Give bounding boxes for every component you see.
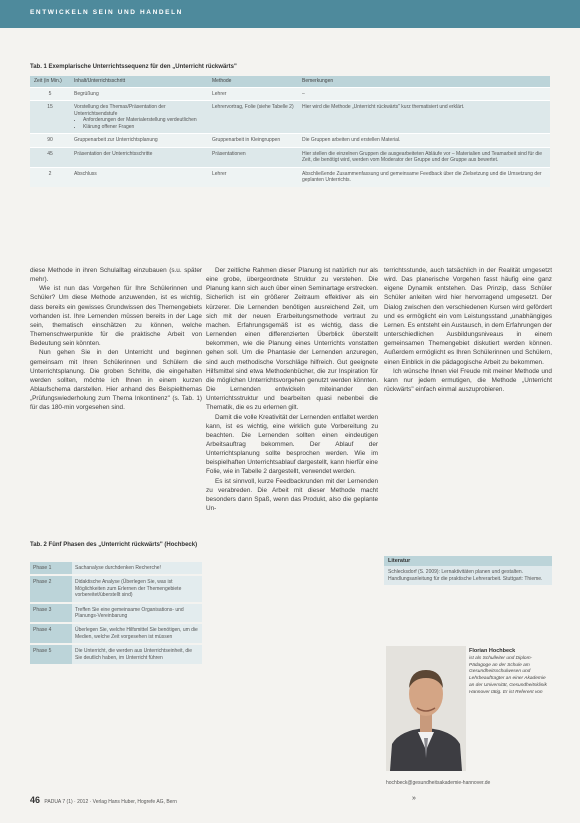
section-header-bar <box>0 0 580 28</box>
table-row <box>30 562 202 575</box>
continuation-mark: » <box>412 795 416 802</box>
body-column-2 <box>206 266 378 513</box>
table1-method: Lehrer <box>208 167 298 187</box>
table1-notes: Hier stellen die einzelnen Gruppen die ausgearbeiteten Abläufe vor – Materialien und Teamarbeit sind für die Zeit, die benötigt wird, werden vom Moderator der Gruppe und der Gruppe aus bewertet. <box>298 147 550 167</box>
author-bio: ist als Schulleiter und Diplom-Pädagoge an der Schule am Gesundheitsschulwesen und Lehrbeauftragter an einer Akademie an der Universität, Gesundheitsklinik Hannover tätig. Er ist Referent von <box>469 655 547 695</box>
table1-method: Lehrervortrag, Folie (siehe Tabelle 2) <box>208 101 298 134</box>
table1-content: Vorstellung des Themas/Präsentation der Unterrichtsendstufe <box>74 104 166 117</box>
table1-method: Präsentationen <box>208 147 298 167</box>
table-row <box>30 623 202 644</box>
table-row <box>30 134 550 148</box>
phase-text: Überlegen Sie, welche Hilfsmittel Sie benötigen, um die Medien, welche Zeit vorgesehen ist müssen <box>72 623 202 644</box>
table1-caption: Tab. 1 Exemplarische Unterrichtssequenz für den „Unterricht rückwärts" <box>30 64 237 70</box>
literature-heading: Literatur <box>384 556 552 566</box>
body-paragraph: Der zeitliche Rahmen dieser Planung ist natürlich nur als eine grobe, übergeordnete Struktur zu verstehen. Die Planung kann sich auch über einen Seminartage erstrecken. Sicherlich ist ein größerer Zeitraum effektiver als ein kürzerer. Die Lernenden benötigen ausreichend Zeit, um sich mit der neuen Erarbeitungsmethode vertraut zu machen. Erfahrungsgemäß ist es wichtig, dass die Lernenden einen differenzierten Überblick überstellt bekommen, wie die Planung eines Unterrichts vonstatten gehen soll. Um die Phantasie der Lernenden anzuregen, sind auch methodische Vorschläge hilfreich. Gut geeignete Hilfsmittel sind etwa Methodenbücher, die zur Inspiration für die möglichen Unterrichtsvorgehen genutzt werden könnten. Die Lernenden entwickeln miteinander den Unterrichtsstruktur und bearbeiten quasi nebenbei die Thematik, die es zu erlernen gilt. <box>206 267 378 412</box>
table1-bullet-list <box>74 117 204 130</box>
section-header-label: ENTWICKELN SEIN UND HANDELN <box>30 9 183 16</box>
table1-time: 90 <box>30 134 70 148</box>
table1-content: Begrüßung <box>70 87 208 101</box>
phase-text: Treffen Sie eine gemeinsame Organisations- und Planungs-Vereinbarung <box>72 603 202 624</box>
table1-notes: Die Gruppen arbeiten und erstellen Material. <box>298 134 550 148</box>
table1-notes: Hier wird die Methode „Unterricht rückwärts" kurz thematisiert und erklärt. <box>298 101 550 134</box>
table1-content-cell <box>70 101 208 134</box>
footer-text: PADUA 7 (1) · 2012 · Verlag Hans Huber, Hogrefe AG, Bern <box>44 799 177 805</box>
table-row <box>30 603 202 624</box>
phase-text: Didaktische Analyse (Überlegen Sie, was ist Möglichkeiten zum Erlernen der Themengebiete vorbereitet/überstellt sind) <box>72 575 202 602</box>
table1-content: Gruppenarbeit zur Unterrichtsplanung <box>70 134 208 148</box>
phase-label: Phase 2 <box>30 575 72 602</box>
table1-method: Lehrer <box>208 87 298 101</box>
table2-caption: Tab. 2 Fünf Phasen des „Unterricht rückwärts" (Hochbeck) <box>30 542 198 548</box>
table1-content: Abschluss <box>70 167 208 187</box>
phase-label: Phase 1 <box>30 562 72 575</box>
body-paragraph: diese Methode in ihren Schulalltag einzubauen (s.u. später mehr). <box>30 267 202 284</box>
body-paragraph: terrichtsstunde, auch tatsächlich in der Realität umgesetzt wird. Das planerische Vorgehen fasst häufig eine ganz eigene Dynamik entstehen. Das Prinzip, dass Schüler Schüler anleiten wird hier hervorragend umgesetzt. Der Dialog zwischen den verschiedenen Kursen wird gefördert und es ermöglicht ein vom Leistungsstand „unabhängiges Lernen. Es entsteht ein Austausch, in dem Erfahrungen der unterschiedlichen Ausbildungsniveaus in einem gemeinsamen Themengebiet diskutiert werden können. Außerdem ermöglicht es Ihren Schülerinnen und Schülern, einen Einblick in die pädagogische Arbeit zu bekommen. <box>384 267 552 366</box>
author-name: Florian Hochbeck <box>469 648 516 654</box>
table1-header-method: Methode <box>208 76 298 87</box>
body-paragraph: Es ist sinnvoll, kurze Feedbackrunden mit der Lernenden zu verabreden. Die Arbeit mit dieser Methode macht besonders dann Spaß, wenn das Produkt, also die geplante Un- <box>206 477 378 513</box>
literature-text: Schlecksdorf (S. 2009): Lernaktivitäten planen und gestalten. Handlungsanleitung für die praktische Lehrerarbeit. Stuttgart: Thieme. <box>388 569 543 582</box>
table-row <box>30 147 550 167</box>
page-number: 46 <box>30 795 41 805</box>
table1-time: 45 <box>30 147 70 167</box>
table1-header-notes: Bemerkungen <box>298 76 550 87</box>
lesson-sequence-table <box>30 76 550 187</box>
phase-label: Phase 4 <box>30 623 72 644</box>
list-item: • Klärung offener Fragen <box>83 124 204 131</box>
phase-text: Die Unterricht, die werden aus Unterrichtseinheit, die Sie deutlich haben, im Unterricht führen <box>72 644 202 665</box>
phase-label: Phase 3 <box>30 603 72 624</box>
table1-notes: – <box>298 87 550 101</box>
body-column-1 <box>30 266 202 413</box>
table-row <box>30 101 550 134</box>
list-item: • Anforderungen der Materialerstellung verdeutlichen <box>83 117 204 124</box>
author-email: hochbeck@gesundheitsakademie-hannover.de <box>386 780 491 786</box>
phase-label: Phase 5 <box>30 644 72 665</box>
author-photo <box>386 646 466 771</box>
body-paragraph: Ich wünsche Ihnen viel Freude mit meiner Methode und kann nur jedem ermutigen, die Methode „Unterricht rückwärts" einfach einmal auszuprobieren. <box>384 367 552 394</box>
table1-time: 5 <box>30 87 70 101</box>
author-portrait-image <box>386 646 466 771</box>
table1-time: 15 <box>30 101 70 134</box>
body-paragraph: Nun gehen Sie in den Unterricht und beginnen gemeinsam mit Ihren Schülerinnen und Schülern die Unterrichtsplanung. Die groben Schritte, die eingehalten werden sollten, möchte ich Ihnen in einem kurzen Ablaufschema darstellen. Hier anhand des Beispielthemas „Prüfungswiederholung zum Thema Inkontinenz" (s. Tab. 1) für das 180-min vorgesehen sind. <box>30 349 202 412</box>
body-column-3 <box>384 266 552 394</box>
table-row <box>30 167 550 187</box>
table1-header-content: Inhalt/Unterrichtsschritt <box>70 76 208 87</box>
body-paragraph: Damit die volle Kreativität der Lernenden entfaltet werden kann, ist es wichtig, eine wirklich gute Vorbereitung zu beachten. Die Lernenden sollten einen eindeutigen Arbeitsauftrag bekommen. Der Ablauf der Unterrichtsplanung sollte besprochen werden. Wie im beispielhaften Unterrichtsablauf dargestellt, kann hierfür eine Folie, wie in Tabelle 2 dargestellt, verwendet werden. <box>206 413 378 476</box>
author-bio-box <box>469 648 551 697</box>
table-row <box>30 87 550 101</box>
table1-notes: Abschließende Zusammenfassung und gemeinsame Feedback über die Zielsetzung und die Umsetzung der geplanten Unterrichts. <box>298 167 550 187</box>
table1-method: Gruppenarbeit in Kleingruppen <box>208 134 298 148</box>
table-row <box>30 644 202 665</box>
table1-header-row <box>30 76 550 87</box>
table1-content: Präsentation der Unterrichtsschritte <box>70 147 208 167</box>
literature-box <box>384 556 552 585</box>
body-paragraph: Wie ist nun das Vorgehen für Ihre Schülerinnen und Schüler? Um diese Methode anzuwenden, ist es wichtig, dass bereits ein gewisses Grundwissen des Themengebiets vorhanden ist. Ihre Lernenden müssen bereits in der Lage sein, thematisch einschätzen zu können, welche Themenschwerpunkte für die praktische Arbeit von Bedeutung sein könnten. <box>30 285 202 348</box>
phases-table <box>30 562 202 666</box>
page-footer <box>30 795 177 805</box>
table1-time: 2 <box>30 167 70 187</box>
table-row <box>30 575 202 602</box>
table1-header-time: Zeit (in Min.) <box>30 76 70 87</box>
phase-text: Sachanalyse durchdenken Recherche! <box>72 562 202 575</box>
